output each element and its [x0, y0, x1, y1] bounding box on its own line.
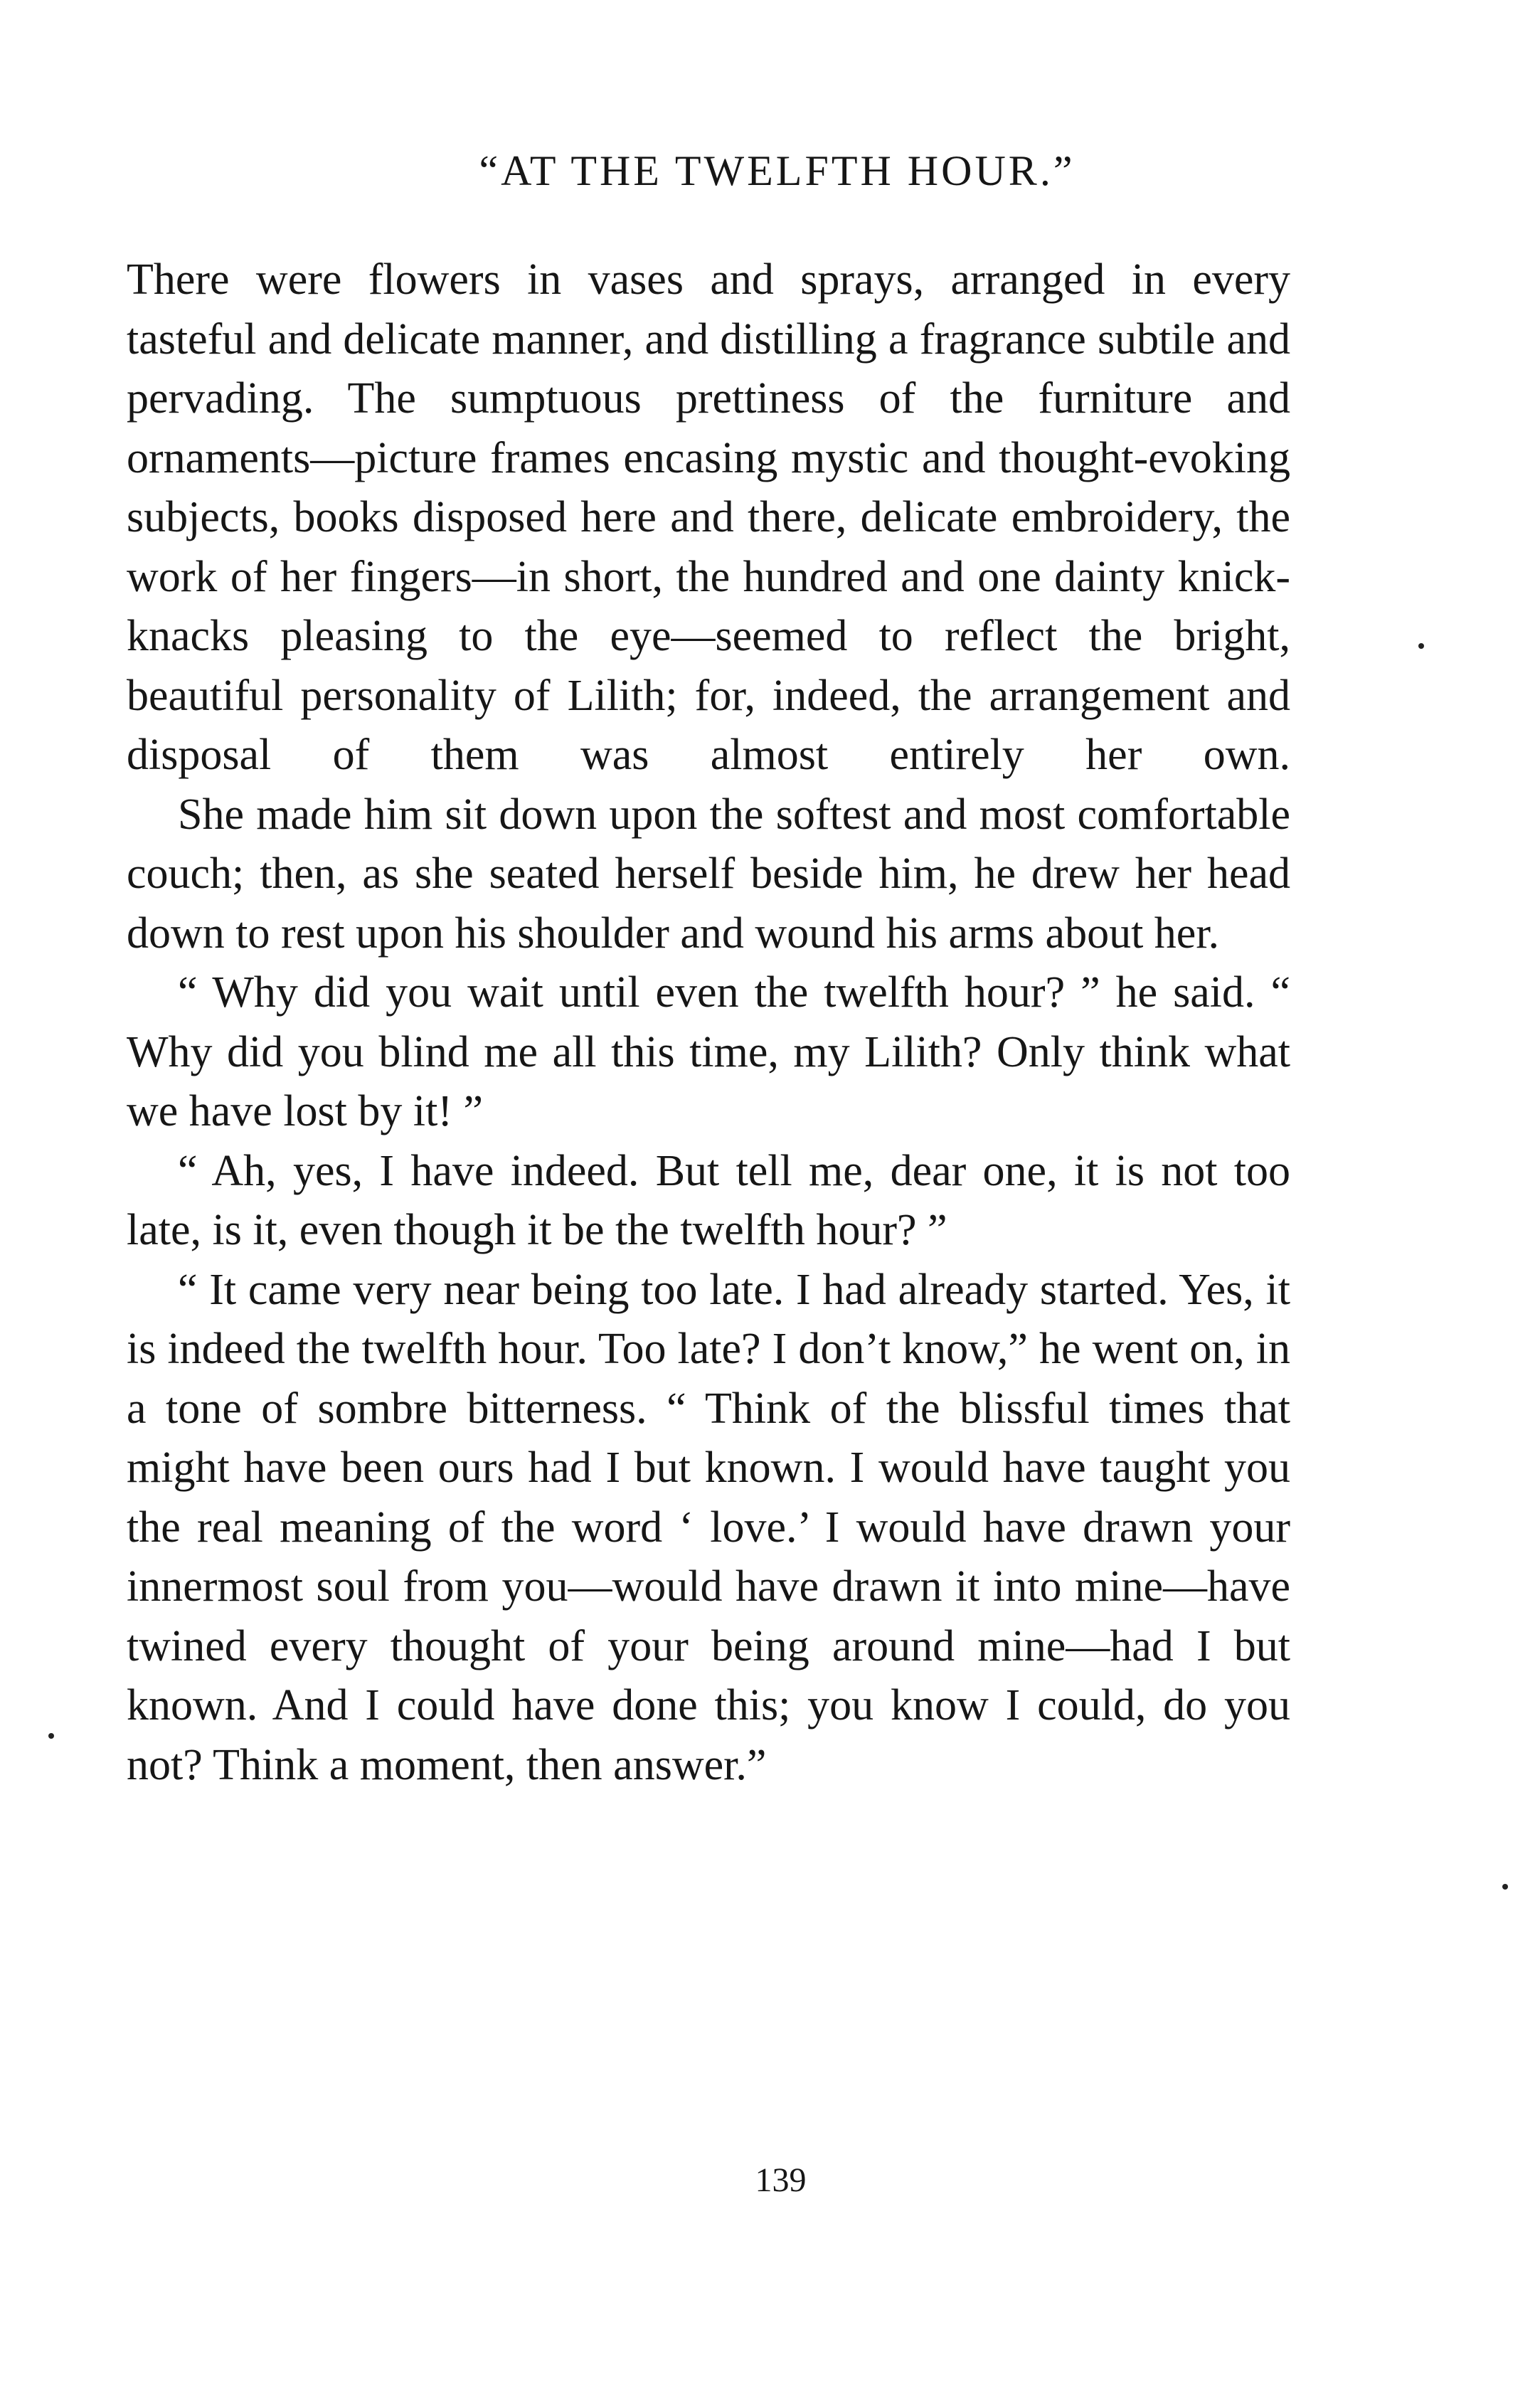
print-speck [1418, 643, 1424, 649]
body-text [127, 250, 1290, 1795]
paragraph-1: There were flowers in vases and sprays, arranged in every tasteful and delicate manner, and distilling a fragrance subtile and pervading. The sumptuous prettiness of the furniture and ornaments—picture frames encasing mystic and thought-evoking subjects, books disposed here and there, delicate embroidery, the work of her fingers—in short, the hundred and one dainty knick-knacks pleasing to the eye—seemed to reflect the bright, beautiful personality of Lilith; for, indeed, the arrangement and disposal of them was almost entirely her own. [127, 255, 1290, 779]
running-head: “AT THE TWELFTH HOUR.” [479, 147, 1076, 194]
print-speck [1502, 1884, 1508, 1890]
print-speck [48, 1733, 54, 1739]
paragraph-4: “ Ah, yes, I have indeed. But tell me, dear one, it is not too late, is it, even though it be the twelfth hour? ” [127, 1146, 1290, 1254]
paragraph-2: She made him sit down upon the softest and most comfortable couch; then, as she seated herself beside him, he drew her head down to rest upon his shoulder and wound his arms about her. [127, 790, 1290, 958]
paragraph-5: “ It came very near being too late. I had already started. Yes, it is indeed the twelfth hour. Too late? I don’t know,” he went on, in a tone of sombre bitterness. “ Think of the blissful times that might have been ours had I but known. I would have taught you the real meaning of the word ‘ love.’ I would have drawn your innermost soul from you—would have drawn it into mine—have twined every thought of your being around mine—had I but known. And I could have done this; you know I could, do you not? Think a moment, then answer.” [127, 1265, 1290, 1789]
page-number: 139 [755, 2161, 807, 2199]
paragraph-3: “ Why did you wait until even the twelfth hour? ” he said. “ Why did you blind me all this time, my Lilith? Only think what we have lost by it! ” [127, 968, 1290, 1135]
